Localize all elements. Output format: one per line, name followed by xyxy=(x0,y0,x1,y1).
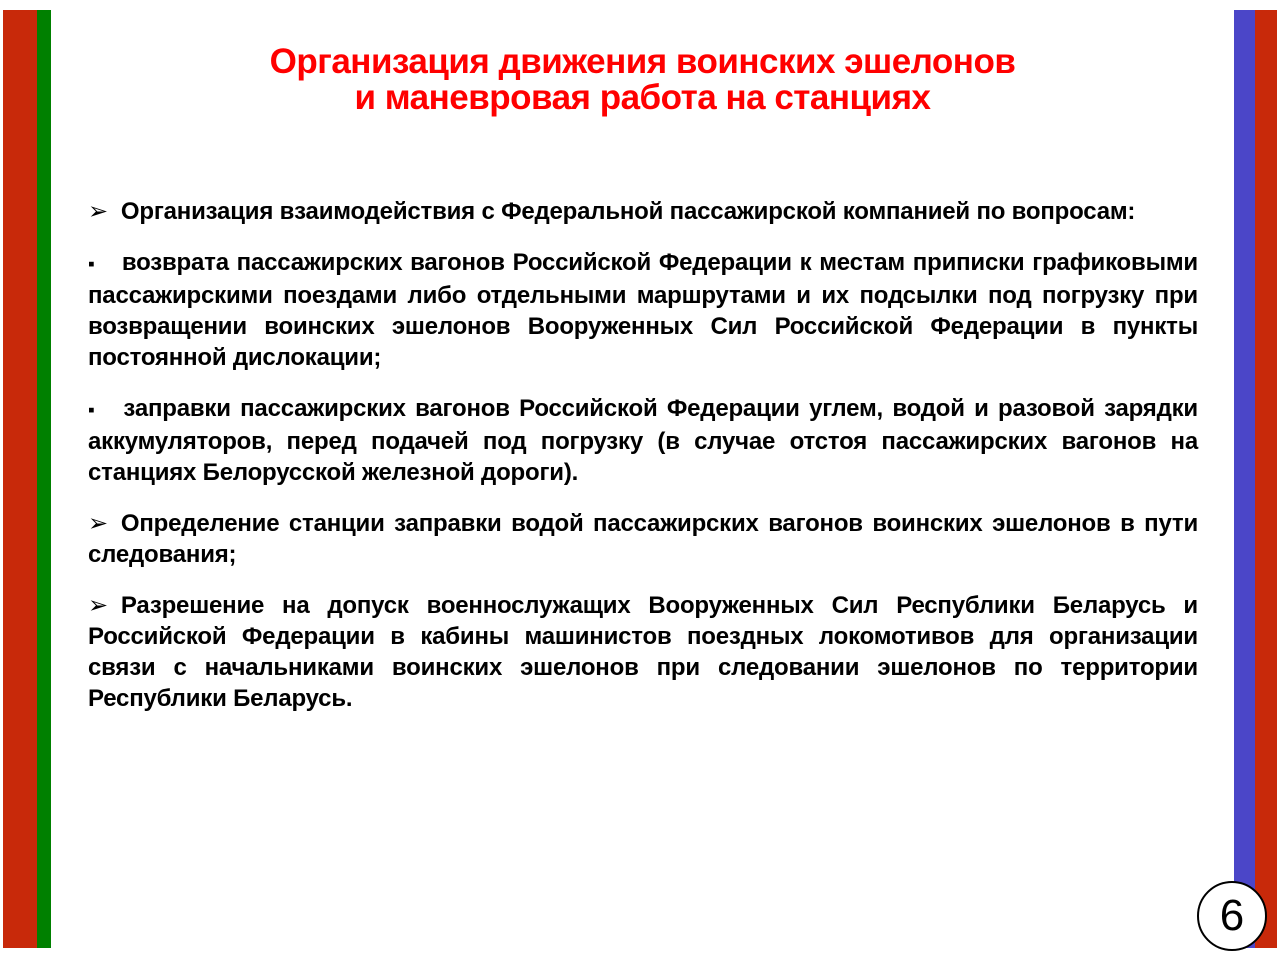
arrowhead-bullet-icon: ➢ xyxy=(88,592,108,619)
paragraph-text: возврата пассажирских вагонов Российской Федерации к местам приписки графиковыми пассажирскими поездами либо отдельными маршрутами и их подсылки под погрузку при возвращении воинских эшелонов Вооруженных Сил Российской Федерации в пункты постоянной дислокации; xyxy=(88,249,1198,371)
page-title-line-1: Организация движения воинских эшелонов xyxy=(269,42,1016,81)
paragraph-water-station xyxy=(88,508,1198,570)
paragraph-text: заправки пассажирских вагонов Российской Федерации углем, водой и разовой зарядки аккумуляторов, перед подачей под погрузку (в случае отстоя пассажирских вагонов на станциях Белорусской железной дороги). xyxy=(88,395,1198,486)
page-number: 6 xyxy=(1219,891,1245,940)
right-red-stripe xyxy=(1255,10,1277,948)
square-bullet-icon: ▪ xyxy=(88,400,98,421)
paragraph-interaction-with-fpk xyxy=(88,196,1198,227)
paragraph-cab-access-permission xyxy=(88,590,1198,714)
arrowhead-bullet-icon: ➢ xyxy=(88,510,108,537)
paragraph-text: Организация взаимодействия с Федеральной пассажирской компанией по вопросам: xyxy=(120,198,1136,225)
paragraph-wagon-return xyxy=(88,247,1198,373)
page-title xyxy=(60,44,1225,116)
paragraph-wagon-refueling xyxy=(88,393,1198,488)
arrowhead-bullet-icon: ➢ xyxy=(88,198,108,225)
left-green-stripe xyxy=(37,10,51,948)
paragraph-text: Определение станции заправки водой пассажирских вагонов воинских эшелонов в пути следования; xyxy=(88,510,1198,568)
page-number-badge xyxy=(1197,881,1267,951)
left-red-stripe xyxy=(3,10,37,948)
slide-body xyxy=(88,196,1198,734)
paragraph-text: Разрешение на допуск военнослужащих Вооруженных Сил Республики Беларусь и Российской Федерации в кабины машинистов поездных локомотивов для организации связи с начальниками воинских эшелонов при следовании эшелонов по территории Республики Беларусь. xyxy=(88,592,1198,712)
square-bullet-icon: ▪ xyxy=(88,254,96,275)
right-blue-stripe xyxy=(1234,10,1255,948)
page-title-line-2: и маневровая работа на станциях xyxy=(354,78,931,117)
